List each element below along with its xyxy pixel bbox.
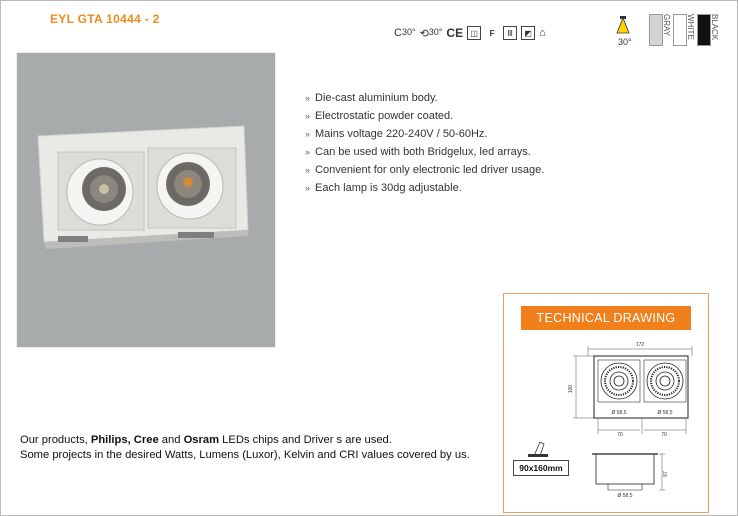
list-item [305,125,544,143]
feature-list [305,89,544,197]
feature-text: Mains voltage 220-240V / 50-60Hz. [315,128,488,140]
cutout-icon [534,442,544,456]
house-icon: ⌂ [539,27,546,39]
color-label: GRAY [662,14,671,37]
technical-drawing-panel [503,293,709,513]
beam-angle-value: 30° [618,37,632,47]
footer-note [20,433,470,463]
lamp-left [601,363,637,399]
footer-text: LEDs chips and Driver s are used. [219,434,392,446]
footer-line-2: Some projects in the desired Watts, Lumens (Luxor), Kelvin and CRI values covered by us. [20,449,470,461]
beam-angle-icon [615,15,631,35]
separator: , [127,434,134,446]
dim-width-total: 172 [635,342,645,348]
rotate-icon: ⟲$^{30^\circ}$ [419,26,443,40]
protection-class-icon: ◫ [467,26,481,40]
bullet-icon: » [305,129,311,139]
color-label: BLACK [710,14,719,41]
dim-diameter-right: Ø 58,5 [657,410,673,416]
color-swatch [697,14,711,46]
color-swatch [649,14,663,46]
bullet-icon: » [305,111,311,121]
ce-mark-icon: CE [446,26,464,40]
bullet-icon: » [305,147,311,157]
feature-text: Die-cast aluminium body. [315,92,438,104]
class-three-icon: Ⅲ [503,26,517,40]
list-item [305,179,544,197]
dim-pitch-right: 70 [661,432,667,438]
dim-pitch-left: 70 [617,432,623,438]
technical-drawing-title: TECHNICAL DRAWING [521,306,691,330]
bullet-icon: » [305,165,311,175]
color-option-black [697,14,719,48]
list-item [305,107,544,125]
feature-text: Convenient for only electronic led driver usage. [315,164,545,176]
separator: and [158,434,184,446]
dim-height-total: 100 [568,384,574,394]
feature-text: Each lamp is 30dg adjustable. [315,182,462,194]
feature-text: Can be used with both Bridgelux, led arrays. [315,146,531,158]
footer-line-1 [20,433,470,448]
color-options [649,14,719,48]
dim-diameter-bottom: Ø 58,5 [617,493,633,499]
lamp-right [647,363,683,399]
hot-mounting-icon: ◩ [521,26,535,40]
brand-name: Philips [90,434,128,446]
list-item [305,161,544,179]
color-option-white [673,14,695,48]
brand-name: Cree [133,434,159,446]
color-option-gray [649,14,671,48]
feature-text: Electrostatic powder coated. [315,110,454,122]
product-code: EYL GTA 10444 - 2 [50,12,160,26]
list-item [305,143,544,161]
cutout-size-label: 90x160mm [513,460,569,476]
f-mark-icon: F [489,28,495,38]
product-photo [17,53,275,347]
color-swatch [673,14,687,46]
color-label: WHITE [686,14,695,40]
list-item [305,89,544,107]
footer-text: Our products, [20,434,91,446]
bullet-icon: » [305,93,311,103]
brand-name: Osram [183,434,220,446]
bullet-icon: » [305,183,311,193]
dim-diameter-left: Ø 58,5 [611,410,627,416]
certification-strip [394,23,546,43]
dim-depth: 87 [663,471,669,477]
adjust-tilt-icon: $C^{30^\circ}$ [394,27,416,39]
